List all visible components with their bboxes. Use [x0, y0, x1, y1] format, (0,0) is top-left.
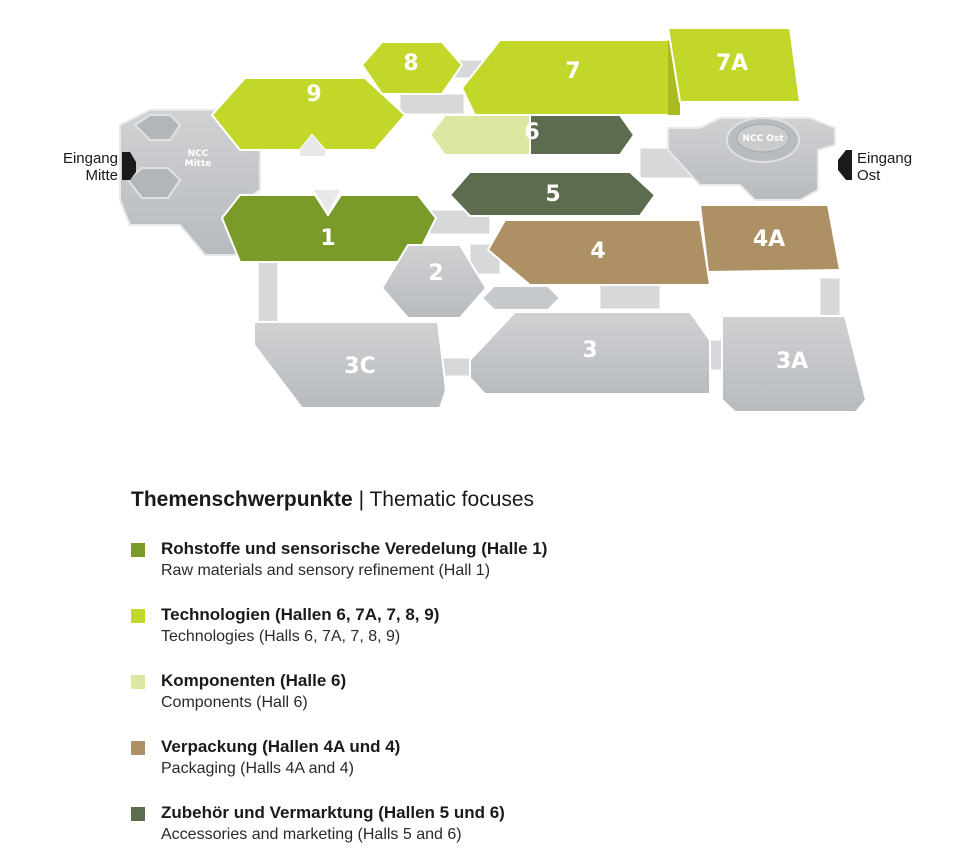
hall-5[interactable]: [450, 172, 655, 216]
hall-5-label: 5: [545, 182, 561, 207]
hall-6-label: 6: [524, 120, 540, 145]
swatch-packaging: [131, 741, 145, 755]
hall-2-label: 2: [428, 261, 444, 286]
entrance-mitte-label: Eingang Mitte: [62, 150, 118, 184]
swatch-technologies: [131, 609, 145, 623]
hall-3a-label: 3A: [775, 349, 809, 374]
legend: [131, 488, 911, 868]
hall-6-components-area: [430, 115, 530, 155]
hall-1-label: 1: [320, 226, 336, 251]
hall-3c-label: 3C: [344, 354, 376, 379]
ncc-mitte-label-line1: NCC: [187, 149, 209, 159]
swatch-components: [131, 675, 145, 689]
ncc-ost-building[interactable]: [668, 118, 835, 200]
ncc-mitte-label-line2: Mitte: [184, 159, 212, 169]
hall-6-accessories-area: [530, 115, 634, 155]
swatch-accessories: [131, 807, 145, 821]
hall-7-label: 7: [565, 59, 581, 84]
hall-3c[interactable]: [254, 322, 446, 408]
ncc-ost-label: NCC Ost: [742, 134, 784, 144]
hall-3-label: 3: [582, 338, 598, 363]
hall-8[interactable]: [362, 42, 462, 94]
legend-title-en: Thematic focuses: [369, 488, 535, 511]
hall-4[interactable]: [488, 220, 710, 285]
hall-3[interactable]: [470, 312, 710, 394]
hall-3a[interactable]: [722, 316, 866, 412]
legend-item-accessories: Zubehör und Vermarktung (Hallen 5 und 6) Accessories and marketing (Halls 5 and 6): [131, 802, 911, 845]
hall-4a[interactable]: [700, 205, 840, 272]
legend-title: Themenschwerpunkte | Thematic focuses: [131, 488, 535, 511]
connector-pavilion: [482, 286, 560, 310]
entrance-east-marker: [838, 150, 852, 180]
hall-7a-label: 7A: [715, 51, 749, 76]
entrance-ost-label: Eingang Ost: [857, 150, 913, 184]
legend-item-raw-materials: Rohstoffe und sensorische Veredelung (Halle 1) Raw materials and sensory refinement (Hall 1): [131, 538, 911, 581]
hall-9[interactable]: [212, 78, 405, 156]
hall-4-label: 4: [590, 239, 606, 264]
legend-item-components: Komponenten (Halle 6) Components (Hall 6): [131, 670, 911, 713]
hall-7a[interactable]: [668, 28, 800, 102]
legend-title-de: Themenschwerpunkte: [131, 488, 353, 511]
hall-6[interactable]: [430, 115, 634, 155]
hall-4a-label: 4A: [752, 227, 786, 252]
legend-item-packaging: Verpackung (Hallen 4A und 4) Packaging (Halls 4A and 4): [131, 736, 911, 779]
hall-9-label: 9: [306, 82, 322, 107]
hall-7[interactable]: [462, 40, 680, 115]
legend-item-technologies: Technologien (Hallen 6, 7A, 7, 8, 9) Technologies (Halls 6, 7A, 7, 8, 9): [131, 604, 911, 647]
hall-8-label: 8: [403, 51, 419, 76]
swatch-raw-materials: [131, 543, 145, 557]
